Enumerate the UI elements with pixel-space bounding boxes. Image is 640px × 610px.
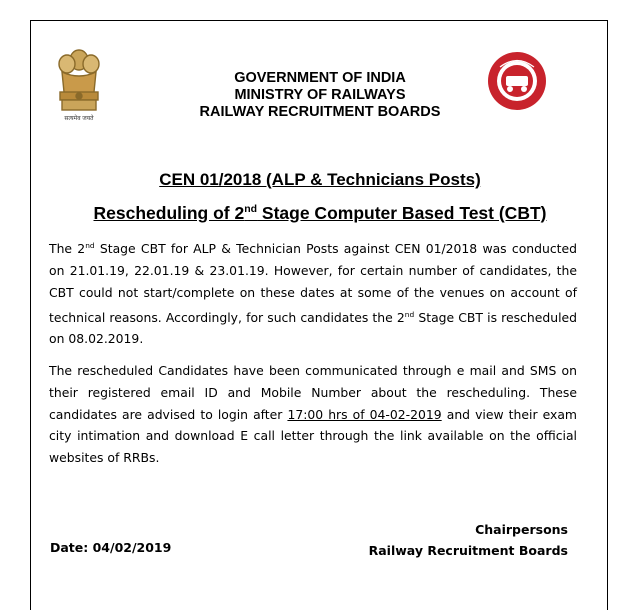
organization-header [150, 70, 490, 121]
notice-paragraph-2 [49, 360, 577, 469]
header-boards: RAILWAY RECRUITMENT BOARDS [199, 104, 441, 120]
para2-text-a: The rescheduled Candidates have been communicated through e mail and SMS on their registered email ID and Mobile Number about the rescheduling. These candidates are advised to login after [49, 363, 577, 422]
cen-title: CEN 01/2018 (ALP & Technicians Posts) [159, 170, 481, 189]
notice-date: Date: 04/02/2019 [50, 540, 172, 555]
para1-text-b: Stage CBT for ALP & Technician Posts against CEN 01/2018 was conducted on 21.01.19, 22.01.19 & 23.01.19. However, for certain number of candidates, the CBT could not start/complete on these dates at some of the venues on account of technical reasons. Accordingly, for such candidates the 2 [49, 241, 578, 325]
para1-text-c: Stage CBT is rescheduled on 08.02.2019. [49, 309, 577, 347]
main-title-sup: nd [244, 203, 258, 216]
header-government: GOVERNMENT OF INDIA [234, 70, 406, 86]
notice-paragraph-1 [49, 235, 577, 350]
login-time-highlight: 17:00 hrs of 04-02-2019 [287, 406, 442, 422]
state-emblem-icon [50, 42, 108, 124]
header-ministry: MINISTRY OF RAILWAYS [234, 87, 406, 103]
main-title-text-end: Stage Computer Based Test (CBT) [257, 203, 547, 223]
para1-text-a: The 2 [49, 241, 86, 257]
para2-text-b: and view their exam city intimation and download E call letter through the link available on the official websites of RRBs. [49, 406, 577, 466]
signatory-block [369, 519, 568, 561]
signatory-title: Chairpersons [475, 522, 568, 537]
para1-sup-a: nd [85, 241, 95, 250]
signatory-org: Railway Recruitment Boards [368, 543, 568, 558]
para1-sup-b: nd [404, 309, 415, 319]
main-title [40, 203, 600, 224]
emblem-caption: सत्यमेव जयते [64, 116, 94, 122]
main-title-text: Rescheduling of 2 [93, 203, 245, 223]
indian-railways-logo-icon [486, 50, 548, 112]
